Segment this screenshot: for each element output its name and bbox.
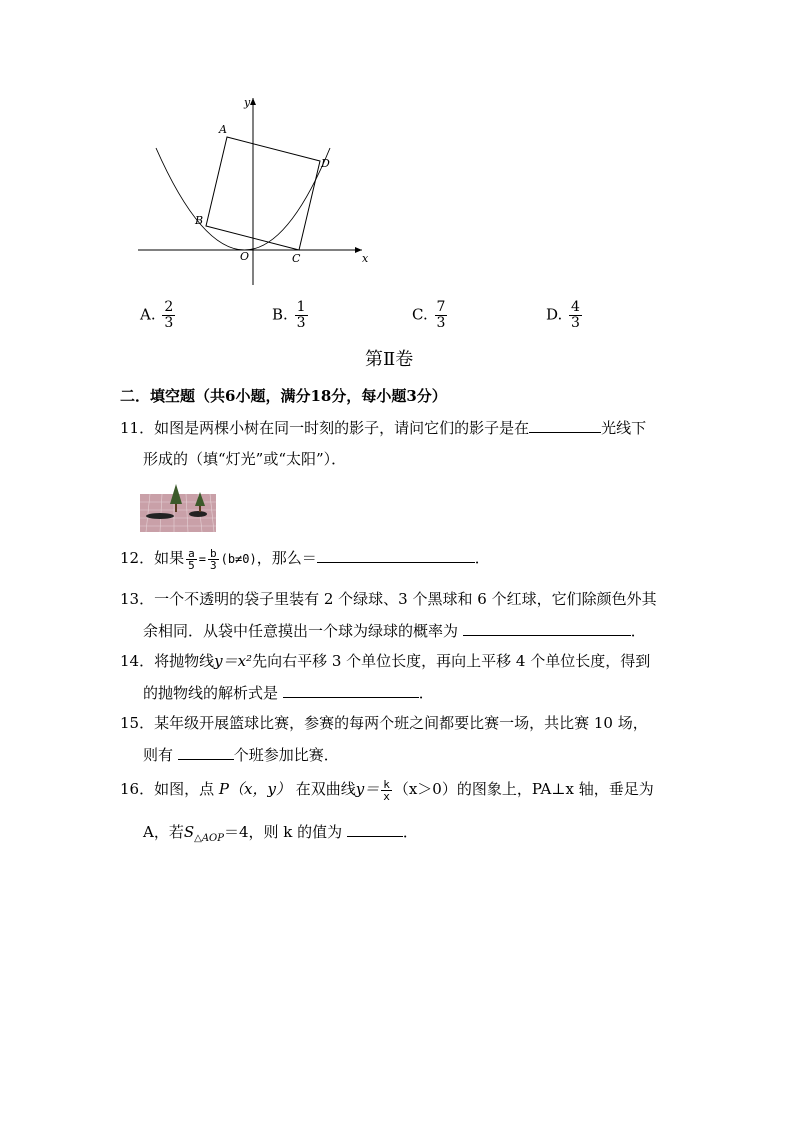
point-label-c: C xyxy=(292,252,301,265)
answer-blank-14[interactable] xyxy=(283,681,419,698)
answer-blank-13[interactable] xyxy=(463,619,631,636)
question-16-line2: A，若$S_{\triangle AOP}=4$，则 k 的值为 ． xyxy=(143,820,418,850)
answer-blank-16[interactable] xyxy=(347,820,403,837)
question-15-line1: 15．某年级开展篮球比赛，参赛的每两个班之间都要比赛一场，共比赛 10 场， xyxy=(120,714,648,732)
y-axis-label: y xyxy=(244,96,251,109)
option-d[interactable]: D. $\frac{4}{3}$ xyxy=(546,299,580,331)
point-label-a: A xyxy=(219,123,227,136)
parabola-square-figure xyxy=(130,90,380,290)
question-11-line2: 形成的（填“灯光”或“太阳”）． xyxy=(143,450,347,468)
question-13-line1: 13．一个不透明的袋子里装有 2 个绿球、3 个黑球和 6 个红球，它们除颜色外其 xyxy=(120,590,657,608)
question-16-line1: 16．如图，点 P（x，y） 在双曲线y＝ $\frac{k}{x}$ （x＞0）的图象上，PA⊥x 轴，垂足为 xyxy=(120,777,654,803)
question-14-line2: 的抛物线的解析式是 ． xyxy=(143,681,434,704)
origin-label: O xyxy=(240,250,250,263)
option-a[interactable]: A. $\frac{2}{3}$ xyxy=(140,299,174,331)
point-label-b: B xyxy=(195,214,204,227)
tree-shadow-image xyxy=(140,482,216,532)
section-title: 第Ⅱ卷 xyxy=(365,349,414,370)
answer-blank-11[interactable] xyxy=(529,416,601,433)
point-label-d: D xyxy=(321,157,330,170)
answer-blank-15[interactable] xyxy=(178,743,234,760)
option-c[interactable]: C. $\frac{7}{3}$ xyxy=(412,299,446,331)
answer-blank-12[interactable] xyxy=(317,546,475,563)
question-15-line2: 则有 个班参加比赛． xyxy=(143,743,339,766)
question-13-line2: 余相同．从袋中任意摸出一个球为绿球的概率为 ． xyxy=(143,619,646,642)
option-b[interactable]: B. $\frac{1}{3}$ xyxy=(272,299,306,331)
question-14-line1: 14．将抛物线y＝x²先向右平移 3 个单位长度，再向上平移 4 个单位长度，得到 xyxy=(120,652,651,670)
question-12: 12．如果 $\frac{a}{5}$ = $\frac{b}{3}$ (b≠0)，那么＝ ． xyxy=(120,546,490,572)
section-heading: 二．填空题（共6小题，满分18分，每小题3分） xyxy=(120,387,447,405)
question-11-line1: 11．如图是两棵小树在同一时刻的影子，请问它们的影子是在 光线下 xyxy=(120,416,646,439)
x-axis-label: x xyxy=(362,252,369,265)
